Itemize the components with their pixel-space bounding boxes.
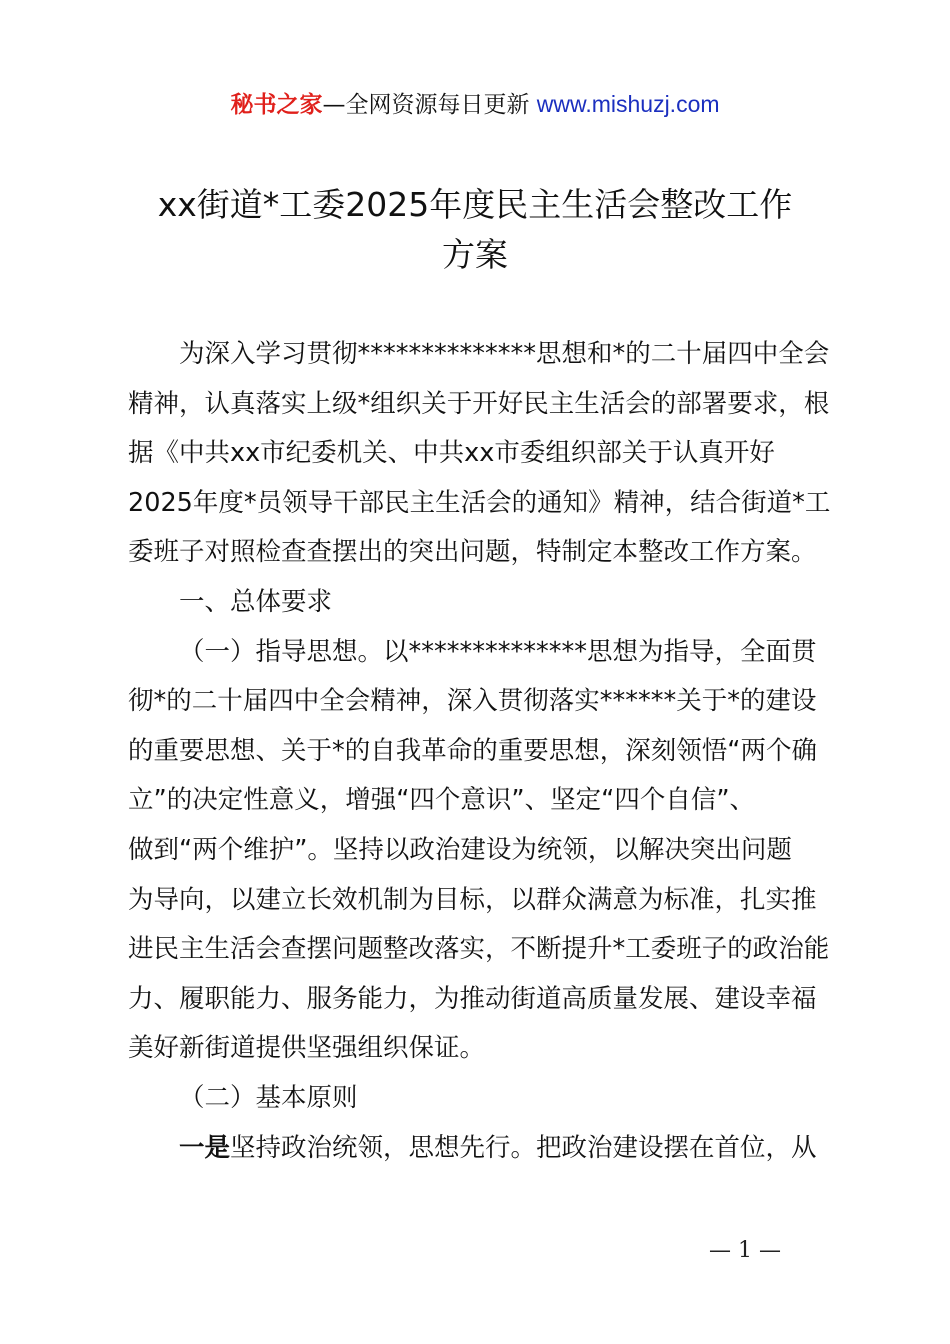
text-line: 进民主生活会查摆问题整改落实，不断提升*工委班子的政治能	[128, 934, 830, 965]
subsection-heading	[128, 1074, 836, 1124]
bold-lead-text: 一是	[179, 1132, 231, 1163]
guiding-thought-paragraph	[128, 628, 836, 1074]
text-line: 一、总体要求	[179, 586, 333, 617]
principle-paragraph	[128, 1124, 836, 1174]
text-line: 据《中共xx市纪委机关、中共xx市委组织部关于认真开好	[128, 438, 775, 469]
site-url-link[interactable]: www.mishuzj.com	[536, 91, 720, 117]
intro-paragraph	[128, 330, 836, 578]
text-line: 精神，认真落实上级*组织关于开好民主生活会的部署要求，根	[128, 388, 830, 419]
document-title	[100, 180, 850, 280]
document-body	[128, 330, 836, 1173]
text-line: 力、履职能力、服务能力，为推动街道高质量发展、建设幸福	[128, 983, 817, 1014]
header-tagline: —全网资源每日更新	[322, 92, 537, 118]
principle-text: 坚持政治统领，思想先行。把政治建设摆在首位，从	[230, 1132, 817, 1163]
section-heading	[128, 578, 836, 628]
title-line: 方案	[442, 235, 508, 274]
text-line	[128, 1124, 836, 1174]
text-line: 美好新街道提供坚强组织保证。	[128, 1033, 486, 1064]
brand-name: 秘书之家	[230, 92, 323, 118]
text-line: 2025年度*员领导干部民主生活会的通知》精神，结合街道*工	[128, 487, 831, 518]
title-line: xx街道*工委2025年度民主生活会整改工作	[157, 185, 793, 224]
text-line: 为导向，以建立长效机制为目标，以群众满意为标准，扎实推	[128, 884, 817, 915]
text-line: （二）基本原则	[179, 1082, 358, 1113]
text-line: 立”的决定性意义，增强“四个意识”、坚定“四个自信”、	[128, 785, 756, 816]
page-number: — 1 —	[709, 1238, 781, 1263]
text-line: （一）指导思想。以**************思想为指导，全面贯	[179, 636, 817, 667]
text-line: 做到“两个维护”。坚持以政治建设为统领，以解决突出问题	[128, 834, 792, 865]
text-line: 的重要思想、关于*的自我革命的重要思想，深刻领悟“两个确	[128, 735, 817, 766]
text-line: 彻*的二十届四中全会精神，深入贯彻落实******关于*的建设	[128, 686, 817, 717]
text-line: 委班子对照检查查摆出的突出问题，特制定本整改工作方案。	[128, 537, 817, 568]
site-header	[0, 86, 950, 123]
text-line: 为深入学习贯彻**************思想和*的二十届四中全会	[179, 339, 830, 369]
